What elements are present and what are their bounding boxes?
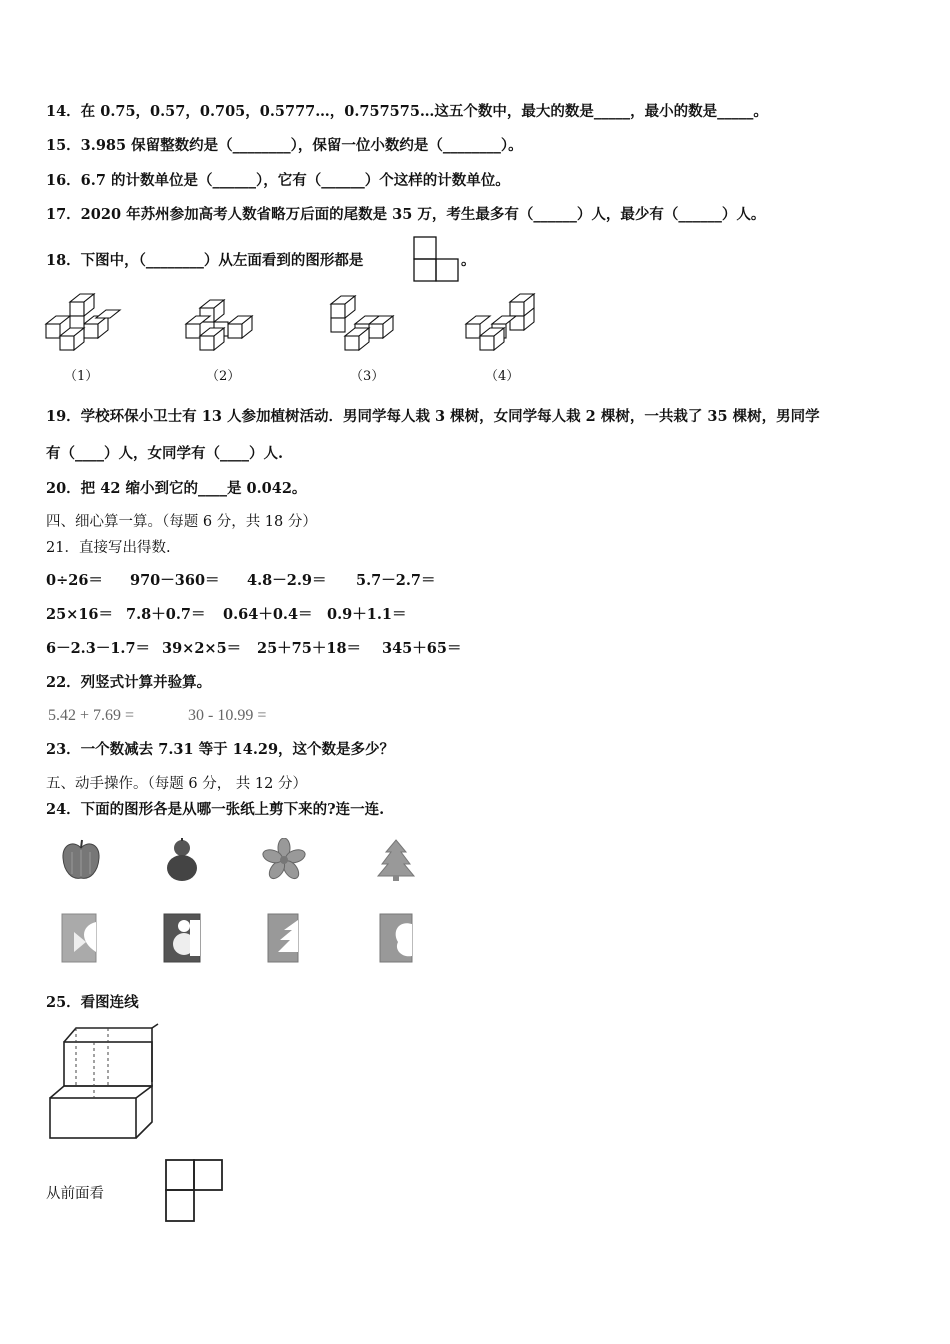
expression-2: 30 - 10.99 = xyxy=(188,707,267,724)
question-20: 20．把 42 缩小到它的____是 0.042。 xyxy=(46,480,307,497)
question-18-suffix: 。 xyxy=(461,252,476,269)
calc-item: 5.7－2.7＝ xyxy=(356,572,436,589)
calc-item: 4.8－2.9＝ xyxy=(247,572,327,589)
section-5-heading: 五、动手操作。（每题 6 分， 共 12 分） xyxy=(46,776,307,792)
calc-item: 0.9＋1.1＝ xyxy=(327,606,407,623)
question-16: 16．6.7 的计数单位是（______），它有（______）个这样的计数单位。 xyxy=(46,172,510,189)
solid-figure-icon xyxy=(44,1022,162,1142)
calc-item: 7.8＋0.7＝ xyxy=(126,606,206,623)
question-24: 24．下面的图形各是从哪一张纸上剪下来的?连一连. xyxy=(46,801,385,818)
calc-item: 970－360＝ xyxy=(130,572,220,589)
cube-figure-2 xyxy=(180,290,270,360)
calc-item: 345＋65＝ xyxy=(382,640,462,657)
figure-label-3: （3） xyxy=(350,369,385,384)
calc-item: 25×16＝ xyxy=(46,606,114,623)
expression-1: 5.42 + 7.69 = xyxy=(48,707,135,724)
question-14: 14．在 0.75，0.57，0.705，0.5777…，0.757575…这五个数中，最大的数是_____，最小的数是_____。 xyxy=(46,103,768,120)
calc-item: 39×2×5＝ xyxy=(162,640,242,657)
flower-shape-icon xyxy=(262,838,306,882)
front-view-label: 从前面看 xyxy=(46,1186,104,1202)
calc-item: 0.64＋0.4＝ xyxy=(223,606,313,623)
calc-item: 25＋75＋18＝ xyxy=(257,640,362,657)
question-19-line-1: 19．学校环保小卫士有 13 人参加植树活动．男同学每人栽 3 棵树，女同学每人栽 2 棵树，一共栽了 35 棵树，男同学 xyxy=(46,408,820,425)
question-23: 23．一个数减去 7.31 等于 14.29，这个数是多少？ xyxy=(46,741,395,758)
paper-tree-cut-icon xyxy=(266,912,300,964)
figure-label-2: （2） xyxy=(206,369,241,384)
question-15: 15．3.985 保留整数约是（________），保留一位小数约是（________）。 xyxy=(46,137,523,154)
paper-apple-cut-icon xyxy=(378,912,414,964)
gourd-shape-icon xyxy=(162,836,202,884)
calc-item: 0÷26＝ xyxy=(46,572,103,589)
figure-label-1: （1） xyxy=(64,369,99,384)
paper-gourd-cut-icon xyxy=(162,912,202,964)
question-18-prefix: 18．下图中，（________）从左面看到的图形都是 xyxy=(46,252,364,269)
question-25: 25．看图连线 xyxy=(46,994,139,1011)
question-21: 21．直接写出得数. xyxy=(46,540,171,556)
apple-shape-icon xyxy=(60,838,102,882)
section-4-heading: 四、细心算一算。（每题 6 分，共 18 分） xyxy=(46,514,317,530)
cube-figure-3 xyxy=(325,290,415,360)
left-view-icon xyxy=(413,236,461,282)
question-17: 17．2020 年苏州参加高考人数省略万后面的尾数是 35 万，考生最多有（______）人，最少有（______）人。 xyxy=(46,206,766,223)
question-19-line-2: 有（____）人，女同学有（____）人. xyxy=(46,445,284,462)
tree-shape-icon xyxy=(376,838,416,882)
calc-item: 6－2.3－1.7＝ xyxy=(46,640,151,657)
cube-figure-1 xyxy=(40,290,130,360)
front-view-icon xyxy=(164,1158,224,1224)
figure-label-4: （4） xyxy=(485,369,520,384)
cube-figure-4 xyxy=(460,290,550,360)
question-22: 22．列竖式计算并验算。 xyxy=(46,674,212,691)
paper-leaf-cut-icon xyxy=(60,912,98,964)
